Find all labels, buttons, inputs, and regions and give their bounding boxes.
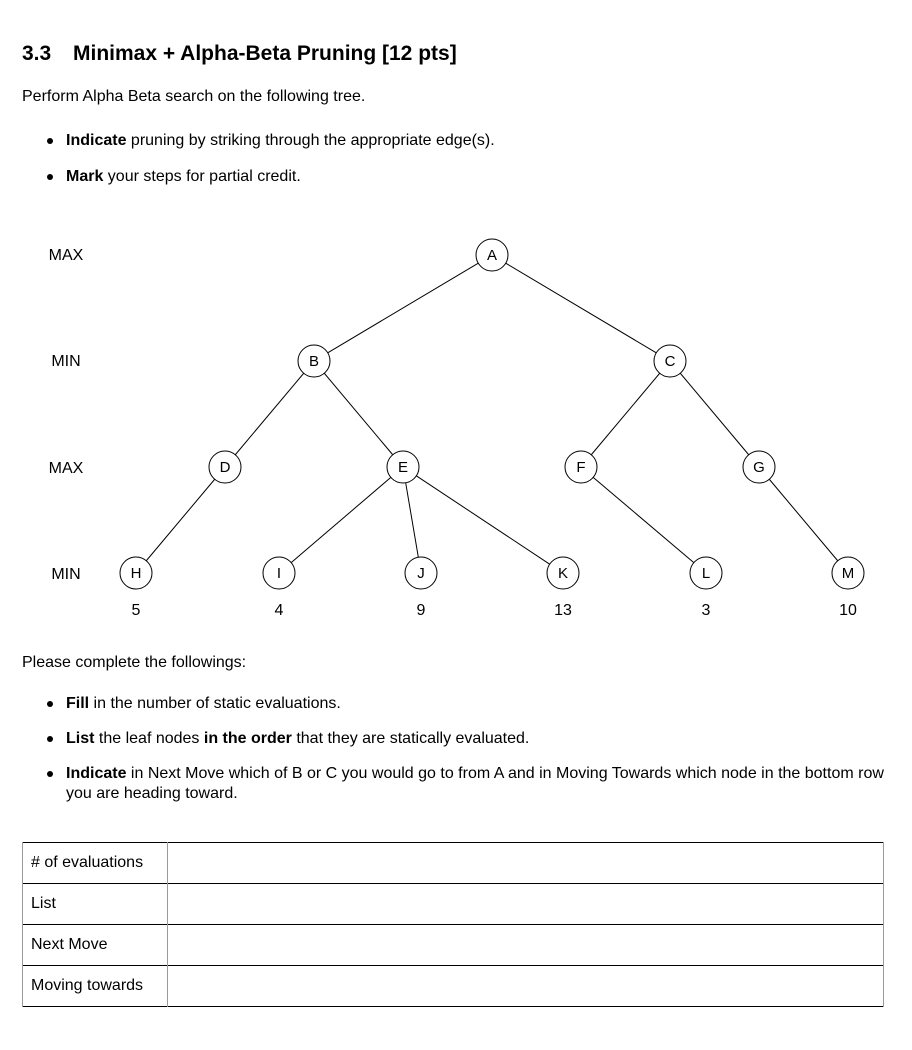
node-label: M [841,565,855,582]
node-g [743,451,775,483]
node-label: G [753,459,765,476]
node-label: D [219,459,231,476]
leaf-values [132,602,857,619]
task-bold: Fill [66,695,90,712]
instruction-item [0,167,495,187]
leaf-value-k: 13 [554,602,572,619]
node-e [387,451,419,483]
leaf-value-j: 9 [416,602,426,619]
node-b [298,345,330,377]
node-label: B [308,353,320,370]
node-h [120,557,152,589]
node-label: A [486,247,498,264]
answer-row [23,925,884,966]
instruction-item [0,131,495,151]
node-label: F [576,459,586,476]
node-label: J [417,565,425,582]
node-i [263,557,295,589]
answer-table [22,842,884,1007]
node-a [476,239,508,271]
node-label: C [664,353,676,370]
edge-c-g [680,373,748,454]
bullet-icon [47,736,53,742]
node-l [690,557,722,589]
task-item [0,729,906,749]
instruction-list [0,131,495,203]
edge-d-h [146,479,214,560]
task-item [0,694,906,714]
level-label-min: MIN [51,566,81,583]
edge-b-e [324,373,392,454]
level-label-max: MAX [48,460,84,477]
instruction-text: your steps for partial credit. [103,168,301,185]
answer-row-label: List [23,884,168,925]
tree-edges [146,263,837,564]
node-label: H [130,565,142,582]
answer-row [23,843,884,884]
answer-field-moving-towards[interactable] [168,966,884,1007]
instruction-text: pruning by striking through the appropriate edge(s). [126,132,495,149]
level-labels [49,247,84,583]
answer-row-label: Next Move [23,925,168,966]
edge-e-i [291,477,391,562]
edge-a-b [328,263,479,353]
task-bold: List [66,730,95,747]
instruction-bold: Indicate [66,132,127,149]
task-text: that they are statically evaluated. [291,730,530,747]
task-list [0,694,906,819]
answer-field-list[interactable] [168,884,884,925]
game-tree-diagram [0,225,912,625]
intro-text: Perform Alpha Beta search on the following tree. [22,88,366,105]
task-bold: Indicate [66,765,127,782]
task-text: in the number of static evaluations. [89,695,341,712]
node-label: I [276,565,282,582]
node-j [405,557,437,589]
node-c [654,345,686,377]
task-item [0,764,906,804]
task-bold: in the order [203,730,292,747]
section-title: Minimax + Alpha-Beta Pruning [12 pts] [73,42,457,65]
bullet-icon [47,174,53,180]
answer-row-label: # of evaluations [23,843,168,884]
section-heading [22,42,457,66]
leaf-value-i: 4 [274,602,284,619]
node-label: K [557,565,569,582]
answer-row-label: Moving towards [23,966,168,1007]
bullet-icon [47,771,53,777]
section-number: 3.3 [22,42,52,65]
node-label: E [397,459,409,476]
edge-a-c [506,263,657,353]
instruction-bold: Mark [66,168,104,185]
node-m [832,557,864,589]
edge-g-m [769,479,837,560]
edge-f-l [593,477,694,562]
answer-row [23,966,884,1007]
bullet-icon [47,138,53,144]
answer-field-evaluations[interactable] [168,843,884,884]
answer-row [23,884,884,925]
edge-e-k [416,476,549,564]
edge-e-j [406,483,419,557]
complete-prompt: Please complete the followings: [22,654,247,671]
tree-nodes [120,239,864,589]
leaf-value-m: 10 [839,602,857,619]
answer-field-next-move[interactable] [168,925,884,966]
task-text: the leaf nodes [94,730,204,747]
node-k [547,557,579,589]
node-d [209,451,241,483]
edge-b-d [235,373,303,454]
leaf-value-h: 5 [131,602,141,619]
level-label-max: MAX [48,247,84,264]
leaf-value-l: 3 [701,602,711,619]
level-label-min: MIN [51,353,81,370]
node-label: L [701,565,711,582]
edge-c-f [591,373,659,454]
task-text: in Next Move which of B or C you would go to from A and in Moving Towards which node in the bottom row you are heading toward. [66,765,884,802]
node-f [565,451,597,483]
bullet-icon [47,701,53,707]
